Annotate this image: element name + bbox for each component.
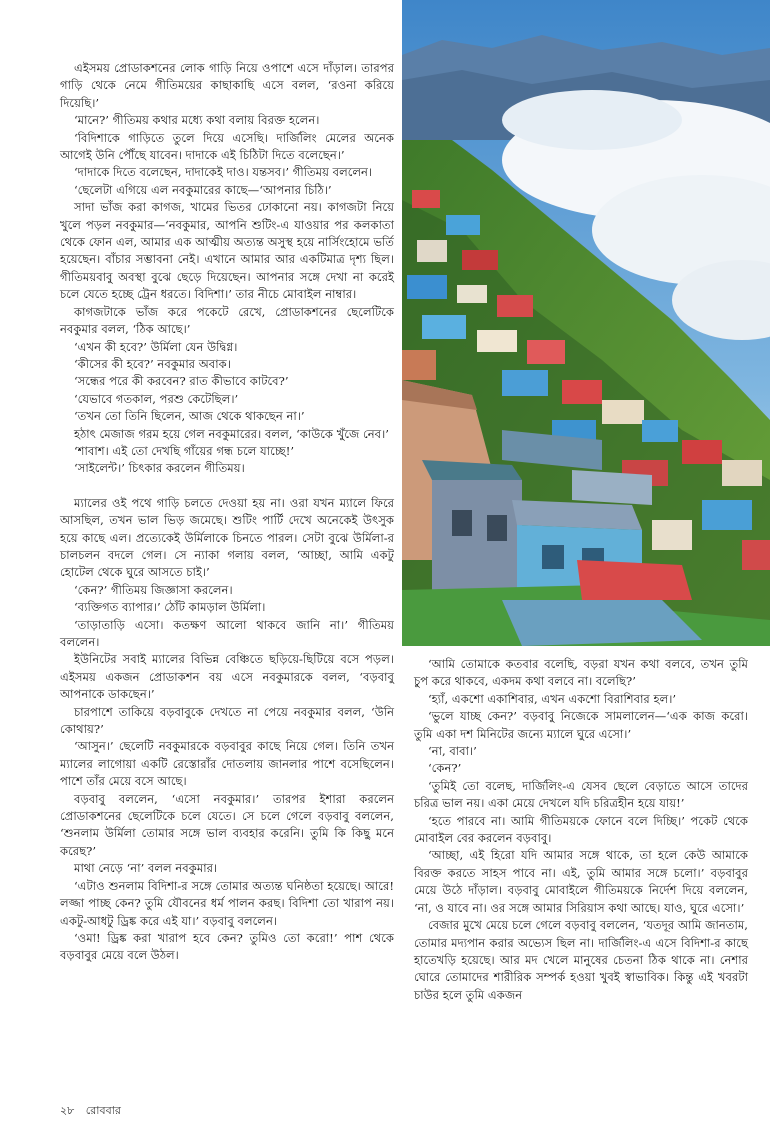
paragraph: ‘দাদাকে দিতে বলেছেন, দাদাকেই দাও। যন্তসব।’ গীতিময় বললেন।	[74, 165, 373, 180]
page-number: ২৮	[60, 1104, 75, 1117]
paragraph: এইসময় প্রোডাকশনের লোক গাড়ি নিয়ে ওপাশে এসে দাঁড়াল। তারপর গাড়ি থেকে নেমে গীতিময়ের কাছাকাছি এসে বলল, ‘রওনা করিয়ে দিয়েছি।’	[60, 61, 394, 110]
paragraph: চারপাশে তাকিয়ে বড়বাবুকে দেখতে না পেয়ে নবকুমার বলল, ‘উনি কোথায়?’	[60, 704, 394, 737]
paragraph: ‘এটাও শুনলাম বিদিশা-র সঙ্গে তোমার অত্যন্ত ঘনিষ্ঠতা হয়েছে। আরে! লজ্জা পাচ্ছ কেন? তুমি যৌবনের ধর্ম পালন করছ। বিদিশা তো খারাপ নয়। একটু-আধটু ড্রিঙ্ক করে এই যা।’ বড়বাবু বললেন।	[60, 878, 394, 928]
paragraph: ‘মানে?’ গীতিময় কথার মধ্যে কথা বলায় বিরক্ত হলেন।	[74, 113, 320, 128]
paragraph: ‘তখন তো তিনি ছিলেন, আজ থেকে থাকছেন না।’	[74, 409, 305, 424]
paragraph: ‘এখন কী হবে?’ উর্মিলা যেন উদ্বিগ্ন।	[74, 339, 238, 354]
paragraph: ‘ব্যক্তিগত ব্যাপার।’ ঠোঁট কামড়াল উর্মিলা।	[74, 600, 266, 615]
paragraph: মাথা নেড়ে ‘না’ বলল নবকুমার।	[74, 861, 218, 876]
paragraph: ‘আসুন।’ ছেলেটি নবকুমারকে বড়বাবুর কাছে নিয়ে গেল। তিনি তখন ম্যালের লাগোয়া একটি রেস্তোরাঁর দোতলায় জানলার পাশে বসেছিলেন। পাশে তাঁর মেয়ে বসে আছে।	[60, 739, 394, 789]
paragraph: সাদা ভাঁজ করা কাগজ, খামের ভিতর ঢোকানো নয়। কাগজটা নিয়ে খুলে পড়ল নবকুমার—‘নবকুমার, আপনি শুটিং-এ যাওয়ার পর কলকাতা থেকে ফোন এল, আমার এক আত্মীয় অত্যন্ত অসুস্থ হয়ে নার্সিংহোমে ভর্তি হয়েছেন। বাঁচার সম্ভাবনা নেই। এখানে আমার আর একটিমাত্র দৃশ্য ছিল। গীতিময়বাবু অবস্থা বুঝে ছেড়ে দিয়েছেন। আপনার সঙ্গে দেখা না করেই চলে যেতে হচ্ছে ট্রেন ধরতে। বিদিশা।’ তার নীচে মোবাইল নাম্বার।	[60, 200, 394, 302]
right-text-column	[414, 656, 748, 1004]
paragraph: ‘ওমা! ড্রিঙ্ক করা খারাপ হবে কেন? তুমিও তো করো!’ পাশ থেকে বড়বাবুর মেয়ে বলে উঠল।	[60, 930, 394, 963]
paragraph: বড়বাবু বললেন, ‘এসো নবকুমার।’ তারপর ইশারা করলেন প্রোডাকশনের ছেলেটিকে চলে যেতে। সে চলে গেলে বড়বাবু বললেন, ‘শুনলাম উর্মিলা তোমার সঙ্গে ভাল ব্যবহার করেনি। তুমি কি কিছু মনে করেছ?’	[60, 791, 394, 858]
paragraph: হঠাৎ মেজাজ গরম হয়ে গেল নবকুমারের। বলল, ‘কাউকে খুঁজে নেব।’	[74, 426, 389, 441]
paragraph: ম্যালের ওই পথে গাড়ি চলতে দেওয়া হয় না। ওরা যখন ম্যালে ফিরে আসছিল, তখন ভাল ভিড় জমেছে। শুটিং পার্টি দেখে অনেকেই উৎসুক হয়ে কাছে এল। প্রত্যেকেই উর্মিলাকে চিনতে পারল। সেটা বুঝে উর্মিলা-র চালচলন বদলে গেল। সে ন্যাকা গলায় বলল, ‘আচ্ছা, আমি একটু হোটেল থেকে ঘুরে আসতে চাই।’	[60, 495, 394, 580]
paragraph: ‘ভুলে যাচ্ছ কেন?’ বড়বাবু নিজেকে সামলালেন—‘এক কাজ করো। তুমি একা দশ মিনিটের জন্যে ম্যালে ঘুরে এসো।’	[414, 709, 748, 741]
paragraph: ‘কেন?’ গীতিময় জিজ্ঞাসা করলেন।	[74, 582, 233, 597]
paragraph: ‘সাইলেন্ট।’ চিৎকার করলেন গীতিময়।	[74, 461, 245, 476]
paragraph: বেজার মুখে মেয়ে চলে গেলে বড়বাবু বললেন, ‘যতদূর আমি জানতাম, তোমার মদ্যপান করার অভ্যেস ছিল না। দার্জিলিং-এ এসে বিদিশা-র কাছে হাতেখড়ি হয়েছে। আর মদ খেলে মানুষের চেতনা ঠিক থাকে না। নেশার ঘোরে তোমাদের শারীরিক সম্পর্ক হওয়া খুবই স্বাভাবিক। কিন্তু এই খবরটা চাউর হলে তুমি একজন	[414, 918, 748, 1002]
left-text-column	[60, 60, 394, 965]
paragraph: ‘তুমিই তো বলেছ, দার্জিলিং-এ যেসব ছেলে বেড়াতে আসে তাদের চরিত্র ভাল নয়। একা মেয়ে দেখলে যদি চরিত্রহীন হয়ে যায়!’	[414, 778, 748, 811]
paragraph: ইউনিটের সবাই ম্যালের বিভিন্ন বেঞ্চিতে ছড়িয়ে-ছিটিয়ে বসে পড়ল। এইসময় একজন প্রোডাকশন বয় এসে নবকুমারকে বলল, ‘বড়বাবু আপনাকে ডাকছেন।’	[60, 652, 394, 702]
paragraph: ‘সন্ধের পরে কী করবেন? রাত কীভাবে কাটবে?’	[74, 374, 289, 389]
paragraph: ‘হ্যাঁ, একশো একাশিবার, এখন একশো বিরাশিবার হল।’	[428, 691, 677, 706]
paragraph: ‘আমি তোমাকে কতবার বলেছি, বড়রা যখন কথা বলবে, তখন তুমি চুপ করে থাকবে, একদম কথা বলবে না। বলেছি?’	[414, 657, 748, 689]
paragraph: ‘কেন?’	[428, 761, 462, 776]
paragraph: ‘আচ্ছা, এই হিরো যদি আমার সঙ্গে থাকে, তা হলে কেউ আমাকে বিরক্ত করতে সাহস পাবে না। এই, তুমি আমার সঙ্গে চলো।’ বড়বাবুর মেয়ে উঠে দাঁড়াল। বড়বাবু মোবাইলে গীতিময়কে নির্দেশ দিয়ে বললেন, ‘না, ও যাবে না। ওর সঙ্গে আমার সিরিয়াস কথা আছে। যাও, ঘুরে এসো।’	[414, 848, 748, 915]
paragraph: ‘হতে পারবে না। আমি গীতিময়কে ফোনে বলে দিচ্ছি।’ পকেট থেকে মোবাইল বের করলেন বড়বাবু।	[414, 813, 748, 846]
paragraph: ‘যেভাবে গতকাল, পরশু কেটেছিল।’	[74, 391, 239, 406]
page-footer	[60, 1102, 129, 1121]
paragraph: ‘তাড়াতাড়ি এসো। কতক্ষণ আলো থাকবে জানি না।’ গীতিময় বললেন।	[60, 617, 394, 649]
paragraph: কাগজটাকে ভাঁজ করে পকেটে রেখে, প্রোডাকশনের ছেলেটিকে নবকুমার বলল, ‘ঠিক আছে।’	[60, 304, 394, 337]
darjeeling-hillside-photo	[402, 0, 770, 646]
magazine-name: রোববার	[85, 1104, 121, 1117]
paragraph: ‘না, বাবা।’	[428, 744, 477, 759]
paragraph: ‘কীসের কী হবে?’ নবকুমার অবাক।	[74, 356, 231, 371]
paragraph: ‘ছেলেটা এগিয়ে এল নবকুমারের কাছে—‘আপনার চিঠি।’	[74, 182, 332, 197]
paragraph: ‘শাবাশ। এই তো দেখছি গাঁয়ের গন্ধ চলে যাচ্ছে!’	[74, 443, 295, 458]
paragraph: ‘বিদিশাকে গাড়িতে তুলে দিয়ে এসেছি। দার্জিলিং মেলের অনেক আগেই উনি পৌঁছে যাবেন। দাদাকে এই চিঠিটা দিতে বলেছেন।’	[60, 130, 394, 163]
